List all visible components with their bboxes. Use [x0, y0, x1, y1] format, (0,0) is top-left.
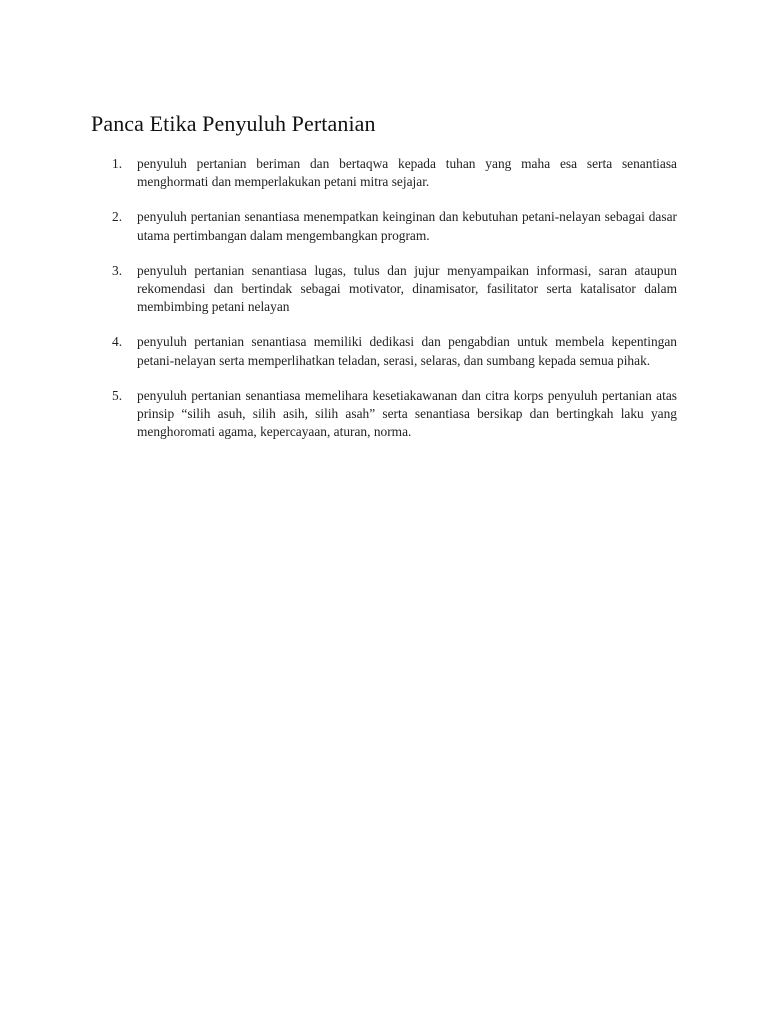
- item-number: 1.: [112, 156, 123, 171]
- item-text: penyuluh pertanian senantiasa memiliki dedikasi dan pengabdian untuk membela kepentingan petani-nelayan serta memperlihatkan teladan, serasi, selaras, dan sumbang kepada semua pihak.: [137, 334, 677, 368]
- item-text: penyuluh pertanian senantiasa menempatkan keinginan dan kebutuhan petani-nelayan sebagai dasar utama pertimbangan dalam mengembangkan program.: [137, 209, 677, 243]
- item-text: penyuluh pertanian senantiasa lugas, tulus dan jujur menyampaikan informasi, saran ataupun rekomendasi dan bertindak sebagai motivator, dinamisator, fasilitator serta katalisator dalam membimbing petani nelayan: [137, 262, 677, 315]
- list-item: [112, 262, 677, 317]
- item-number: 3.: [112, 262, 123, 278]
- document-title: Panca Etika Penyuluh Pertanian: [91, 111, 376, 136]
- item-number: 4.: [112, 334, 123, 350]
- item-text: penyuluh pertanian senantiasa memelihara kesetiakawanan dan citra korps penyuluh pertanian atas prinsip “silih asuh, silih asih, silih asah” serta senantiasa bersikap dan bertingkah laku yang menghoromati agama, kepercayaan, aturan, norma.: [137, 387, 677, 440]
- item-text: penyuluh pertanian beriman dan bertaqwa kepada tuhan yang maha esa serta senantiasa menghormati dan memperlakukan petani mitra sejajar.: [137, 156, 677, 190]
- list-item: [112, 333, 677, 369]
- list-item: [112, 387, 677, 442]
- item-number: 5.: [112, 387, 123, 403]
- ethics-list: [112, 155, 677, 458]
- list-item: [112, 155, 677, 191]
- item-number: 2.: [112, 209, 123, 225]
- list-item: [112, 208, 677, 244]
